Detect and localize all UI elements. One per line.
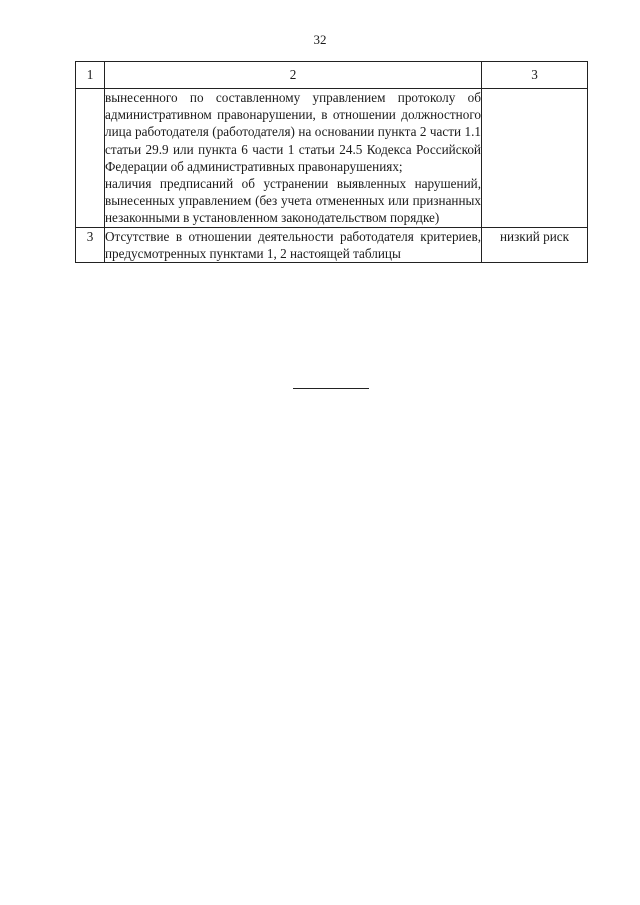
end-of-document-rule <box>293 388 369 389</box>
criteria-text-cell <box>105 89 482 228</box>
row-number <box>76 89 105 228</box>
column-header-2: 2 <box>105 62 482 89</box>
criteria-paragraph: Отсутствие в отношении деятельности работодателя критериев, предусмотренных пунктами 1, 2 настоящей таблицы <box>105 228 481 261</box>
column-header-3: 3 <box>482 62 588 89</box>
criteria-paragraph: наличия предписаний об устранении выявленных нарушений, вынесенных управлением (без учета отмененных или признанных незаконными в установленном законодательством порядке) <box>105 176 481 226</box>
risk-category: низкий риск <box>482 227 588 262</box>
page-number: 32 <box>313 32 327 47</box>
criteria-table <box>75 61 588 263</box>
criteria-text-cell <box>105 227 482 262</box>
table-row <box>76 227 588 262</box>
table-header-row <box>76 62 588 89</box>
criteria-paragraph: вынесенного по составленному управлением протоколу об административном правонарушении, в отношении должностного лица работодателя (работодателя) на основании пункта 2 части 1.1 статьи 29.9 или пункта 6 части 1 статьи 24.5 Кодекса Российской Федерации об административных правонарушениях; <box>105 90 481 174</box>
table-row <box>76 89 588 228</box>
column-header-1: 1 <box>76 62 105 89</box>
row-number: 3 <box>76 227 105 262</box>
risk-category <box>482 89 588 228</box>
